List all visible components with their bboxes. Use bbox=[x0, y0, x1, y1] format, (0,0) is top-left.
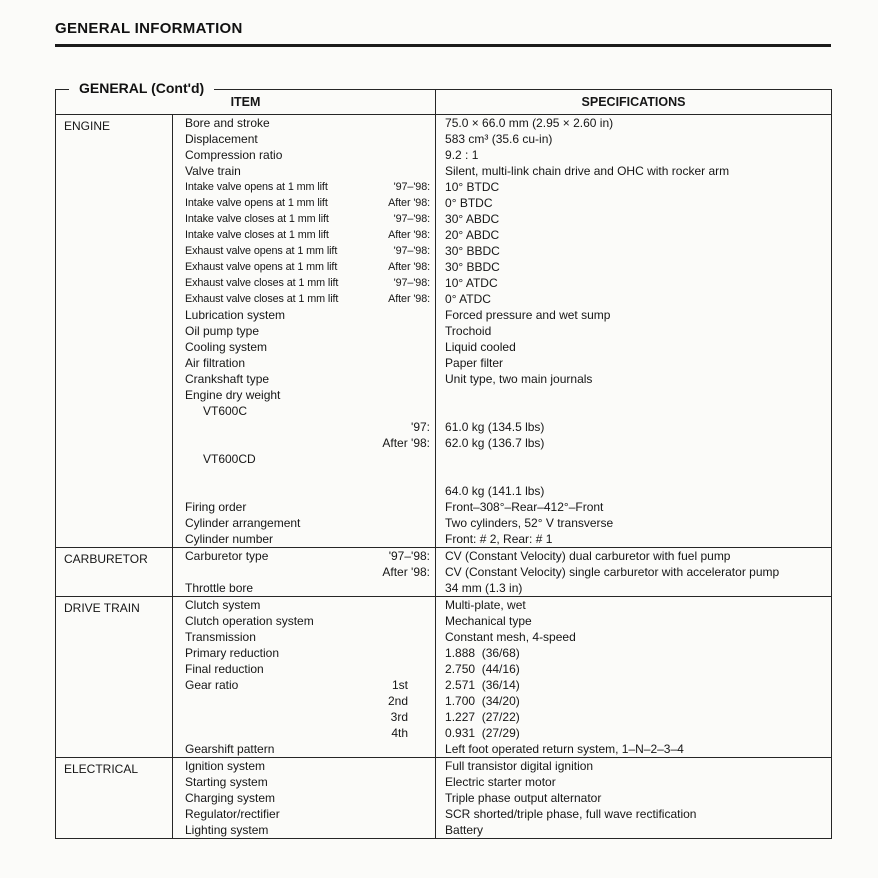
spec-cell: 2.750 (44/16) bbox=[445, 662, 520, 676]
item-cell bbox=[173, 163, 436, 179]
item-label: Intake valve closes at 1 mm lift bbox=[185, 229, 329, 241]
item-label: Clutch operation system bbox=[185, 614, 314, 628]
item-cell bbox=[173, 822, 436, 839]
spec-cell: 20° ABDC bbox=[445, 228, 500, 242]
item-qualifier: '97–'98: bbox=[393, 277, 431, 289]
item-cell bbox=[173, 629, 436, 645]
page-header bbox=[55, 20, 831, 47]
spec-cell: Trochoid bbox=[445, 324, 492, 338]
header-rule bbox=[55, 44, 831, 47]
item-label: Regulator/rectifier bbox=[185, 807, 280, 821]
section-label-carburetor: CARBURETOR bbox=[56, 548, 173, 597]
item-cell bbox=[173, 806, 436, 822]
item-label: Intake valve opens at 1 mm lift bbox=[185, 181, 328, 193]
item-label: Displacement bbox=[185, 132, 258, 146]
table-row bbox=[56, 613, 832, 629]
item-cell bbox=[173, 645, 436, 661]
spec-cell: 1.227 (27/22) bbox=[445, 710, 520, 724]
item-label: VT600CD bbox=[203, 452, 256, 466]
table-row bbox=[56, 163, 832, 179]
table-row bbox=[56, 758, 832, 775]
table-row bbox=[56, 355, 832, 371]
table-row bbox=[56, 483, 832, 499]
spec-cell: 9.2 : 1 bbox=[445, 148, 479, 162]
item-label: Starting system bbox=[185, 775, 268, 789]
table-row bbox=[56, 725, 832, 741]
spec-cell: Front–308°–Rear–412°–Front bbox=[445, 500, 604, 514]
spec-cell: 583 cm³ (35.6 cu-in) bbox=[445, 132, 553, 146]
table-row bbox=[56, 387, 832, 403]
spec-cell: Silent, multi-link chain drive and OHC with rocker arm bbox=[445, 164, 730, 178]
table-row bbox=[56, 515, 832, 531]
item-cell bbox=[173, 259, 436, 275]
table-row bbox=[56, 131, 832, 147]
spec-cell: 0.931 (27/29) bbox=[445, 726, 520, 740]
spec-cell: CV (Constant Velocity) dual carburetor with fuel pump bbox=[436, 548, 832, 565]
table-row bbox=[56, 709, 832, 725]
table-row bbox=[56, 275, 832, 291]
table-row bbox=[56, 291, 832, 307]
spec-cell: Liquid cooled bbox=[445, 340, 516, 354]
item-label: Valve train bbox=[185, 164, 241, 178]
item-cell bbox=[173, 323, 436, 339]
item-cell bbox=[173, 179, 436, 195]
item-label: Intake valve closes at 1 mm lift bbox=[185, 213, 329, 225]
table-row bbox=[56, 499, 832, 515]
item-qualifier: After '98: bbox=[382, 436, 431, 450]
item-label: Cylinder number bbox=[185, 532, 274, 546]
item-cell bbox=[173, 339, 436, 355]
item-label: Intake valve opens at 1 mm lift bbox=[185, 197, 328, 209]
spec-table-wrap bbox=[55, 80, 831, 839]
spec-cell: 62.0 kg (136.7 lbs) bbox=[445, 436, 545, 450]
section-label-electrical: ELECTRICAL bbox=[56, 758, 173, 839]
item-label: Lighting system bbox=[185, 823, 269, 837]
item-label: Transmission bbox=[185, 630, 256, 644]
item-cell bbox=[173, 435, 436, 451]
table-row bbox=[56, 629, 832, 645]
table-row bbox=[56, 774, 832, 790]
item-cell bbox=[173, 403, 436, 419]
item-cell bbox=[173, 275, 436, 291]
table-row bbox=[56, 371, 832, 387]
item-label: Bore and stroke bbox=[185, 116, 270, 130]
item-label: Crankshaft type bbox=[185, 372, 270, 386]
item-cell bbox=[173, 243, 436, 259]
table-row bbox=[56, 645, 832, 661]
table-title: GENERAL (Cont'd) bbox=[69, 80, 214, 96]
item-qualifier: '97–'98: bbox=[393, 181, 431, 193]
item-label: Firing order bbox=[185, 500, 247, 514]
table-row bbox=[56, 307, 832, 323]
item-label: VT600C bbox=[203, 404, 248, 418]
spec-cell bbox=[436, 387, 832, 403]
item-cell bbox=[173, 371, 436, 387]
item-qualifier: '97–'98: bbox=[388, 549, 431, 563]
table-row bbox=[56, 195, 832, 211]
item-cell bbox=[173, 790, 436, 806]
item-qualifier: After '98: bbox=[388, 197, 431, 209]
item-label: Gearshift pattern bbox=[185, 742, 275, 756]
item-cell bbox=[173, 741, 436, 758]
item-cell bbox=[173, 307, 436, 323]
spec-table-body bbox=[56, 115, 832, 839]
item-cell bbox=[173, 467, 436, 483]
spec-cell: SCR shorted/triple phase, full wave rectification bbox=[445, 807, 697, 821]
item-cell bbox=[173, 709, 436, 725]
item-cell bbox=[173, 227, 436, 243]
spec-cell: Front: # 2, Rear: # 1 bbox=[445, 532, 553, 546]
column-header-item: ITEM bbox=[56, 90, 436, 115]
item-cell bbox=[173, 419, 436, 435]
item-cell bbox=[173, 211, 436, 227]
page-title: GENERAL INFORMATION bbox=[55, 20, 243, 37]
item-label: Cylinder arrangement bbox=[185, 516, 301, 530]
item-cell bbox=[173, 515, 436, 531]
item-label: Lubrication system bbox=[185, 308, 286, 322]
section-label-drive-train: DRIVE TRAIN bbox=[56, 597, 173, 758]
item-qualifier: After '98: bbox=[388, 261, 431, 273]
item-cell bbox=[173, 774, 436, 790]
table-row bbox=[56, 115, 832, 132]
table-row bbox=[56, 339, 832, 355]
item-label: Exhaust valve closes at 1 mm lift bbox=[185, 277, 339, 289]
spec-cell bbox=[436, 451, 832, 467]
item-cell bbox=[173, 451, 436, 467]
item-cell bbox=[173, 195, 436, 211]
item-qualifier: '97: bbox=[411, 420, 431, 434]
item-cell bbox=[173, 758, 436, 775]
spec-cell: Electric starter motor bbox=[445, 775, 556, 789]
spec-table bbox=[55, 89, 832, 839]
item-qualifier: 4th bbox=[391, 726, 409, 740]
item-cell bbox=[173, 580, 436, 597]
item-label: Exhaust valve closes at 1 mm lift bbox=[185, 293, 339, 305]
item-cell bbox=[173, 725, 436, 741]
table-row bbox=[56, 211, 832, 227]
spec-cell: 75.0 × 66.0 mm (2.95 × 2.60 in) bbox=[436, 115, 832, 132]
spec-cell: 30° BBDC bbox=[445, 244, 500, 258]
spec-cell: 30° ABDC bbox=[445, 212, 500, 226]
table-row bbox=[56, 147, 832, 163]
item-qualifier: 3rd bbox=[390, 710, 409, 724]
table-row bbox=[56, 403, 832, 419]
spec-cell: Constant mesh, 4-speed bbox=[445, 630, 576, 644]
spec-cell: Mechanical type bbox=[445, 614, 532, 628]
item-label: Gear ratio bbox=[185, 678, 239, 692]
item-label: Oil pump type bbox=[185, 324, 260, 338]
table-row bbox=[56, 179, 832, 195]
item-label: Final reduction bbox=[185, 662, 264, 676]
spec-cell: CV (Constant Velocity) single carburetor with accelerator pump bbox=[445, 565, 780, 579]
item-label: Air filtration bbox=[185, 356, 246, 370]
spec-cell: 30° BBDC bbox=[445, 260, 500, 274]
spec-cell: Triple phase output alternator bbox=[445, 791, 602, 805]
table-row bbox=[56, 597, 832, 614]
item-cell bbox=[173, 613, 436, 629]
table-row bbox=[56, 806, 832, 822]
item-cell bbox=[173, 115, 436, 132]
item-label: Charging system bbox=[185, 791, 276, 805]
spec-cell: Unit type, two main journals bbox=[445, 372, 593, 386]
table-row bbox=[56, 323, 832, 339]
spec-cell: 1.888 (36/68) bbox=[445, 646, 520, 660]
table-row bbox=[56, 451, 832, 467]
item-cell bbox=[173, 387, 436, 403]
item-qualifier: After '98: bbox=[388, 293, 431, 305]
table-row bbox=[56, 419, 832, 435]
table-row bbox=[56, 661, 832, 677]
table-row bbox=[56, 548, 832, 565]
item-qualifier: 1st bbox=[392, 678, 409, 692]
table-row bbox=[56, 227, 832, 243]
table-row bbox=[56, 564, 832, 580]
item-cell bbox=[173, 131, 436, 147]
item-cell bbox=[173, 661, 436, 677]
table-row bbox=[56, 580, 832, 597]
item-cell bbox=[173, 531, 436, 548]
section-label-engine: ENGINE bbox=[56, 115, 173, 548]
item-label: Clutch system bbox=[185, 598, 261, 612]
item-cell bbox=[173, 147, 436, 163]
item-label: Compression ratio bbox=[185, 148, 283, 162]
spec-cell: Forced pressure and wet sump bbox=[445, 308, 611, 322]
item-qualifier: '97–'98: bbox=[393, 213, 431, 225]
spec-cell: Paper filter bbox=[445, 356, 504, 370]
item-qualifier: 2nd bbox=[387, 694, 409, 708]
spec-cell: 10° BTDC bbox=[445, 180, 500, 194]
item-label: Throttle bore bbox=[185, 581, 254, 595]
spec-cell: 1.700 (34/20) bbox=[445, 694, 520, 708]
spec-cell: 34 mm (1.3 in) bbox=[445, 581, 523, 595]
spec-cell: Full transistor digital ignition bbox=[436, 758, 832, 775]
item-cell bbox=[173, 693, 436, 709]
item-label: Carburetor type bbox=[185, 549, 269, 563]
item-label: Cooling system bbox=[185, 340, 268, 354]
table-row bbox=[56, 741, 832, 758]
table-row bbox=[56, 243, 832, 259]
spec-cell: Multi-plate, wet bbox=[436, 597, 832, 614]
table-row bbox=[56, 467, 832, 483]
item-cell bbox=[173, 564, 436, 580]
table-row bbox=[56, 822, 832, 839]
item-label: Ignition system bbox=[185, 759, 266, 773]
spec-cell: 64.0 kg (141.1 lbs) bbox=[445, 484, 545, 498]
item-cell bbox=[173, 677, 436, 693]
table-row bbox=[56, 531, 832, 548]
spec-cell: Left foot operated return system, 1–N–2–3–4 bbox=[445, 742, 684, 756]
item-label: Primary reduction bbox=[185, 646, 280, 660]
table-row bbox=[56, 693, 832, 709]
item-qualifier: '97–'98: bbox=[393, 245, 431, 257]
item-cell bbox=[173, 548, 436, 565]
spec-cell: 2.571 (36/14) bbox=[445, 678, 520, 692]
table-row bbox=[56, 677, 832, 693]
table-row bbox=[56, 259, 832, 275]
spec-cell: 61.0 kg (134.5 lbs) bbox=[445, 420, 545, 434]
item-label: Engine dry weight bbox=[185, 388, 281, 402]
item-cell bbox=[173, 355, 436, 371]
spec-cell: 0° ATDC bbox=[445, 292, 491, 306]
spec-cell bbox=[436, 467, 832, 483]
spec-cell: 0° BTDC bbox=[445, 196, 493, 210]
item-qualifier: After '98: bbox=[388, 229, 431, 241]
item-label: Exhaust valve opens at 1 mm lift bbox=[185, 261, 338, 273]
spec-cell: Two cylinders, 52° V transverse bbox=[445, 516, 614, 530]
item-cell bbox=[173, 483, 436, 499]
spec-cell: 10° ATDC bbox=[445, 276, 498, 290]
spec-cell bbox=[436, 403, 832, 419]
spec-cell: Battery bbox=[445, 823, 484, 837]
item-qualifier: After '98: bbox=[382, 565, 431, 579]
table-row bbox=[56, 435, 832, 451]
column-header-spec: SPECIFICATIONS bbox=[436, 90, 832, 115]
item-cell bbox=[173, 291, 436, 307]
item-cell bbox=[173, 597, 436, 614]
table-row bbox=[56, 790, 832, 806]
item-cell bbox=[173, 499, 436, 515]
item-label: Exhaust valve opens at 1 mm lift bbox=[185, 245, 338, 257]
